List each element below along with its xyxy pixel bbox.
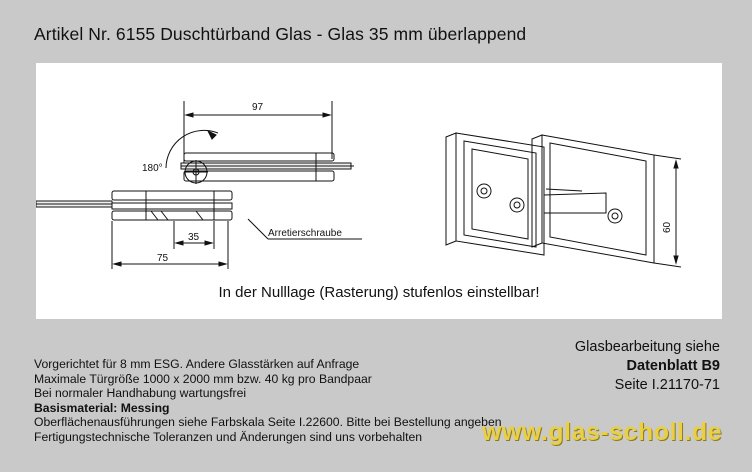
technical-drawing <box>36 63 722 319</box>
spec-line: Vorgerichtet für 8 mm ESG. Andere Glasstärken auf Anfrage <box>34 357 360 371</box>
material-value: Messing <box>120 400 170 415</box>
spec-list <box>34 357 502 445</box>
spec-material <box>34 401 502 416</box>
website-logo: www.glas-scholl.de <box>481 418 722 446</box>
angle-label: 180° <box>142 163 163 174</box>
spec-line: Oberflächenausführungen siehe Farbskala Seite I.22600. Bitte bei Bestellung angeben <box>34 415 502 430</box>
drawing-caption: In der Nulllage (Rasterung) stufenlos einstellbar! <box>218 284 540 301</box>
dim-75-label: 75 <box>157 253 169 264</box>
page-title: Artikel Nr. 6155 Duschtürband Glas - Glas 35 mm überlappend <box>34 24 527 44</box>
dim-35-label: 35 <box>188 232 200 243</box>
dim-60-label: 60 <box>662 221 673 233</box>
drawing-panel <box>36 63 722 319</box>
spec-line: Bei normaler Handhabung wartungsfrei <box>34 386 247 401</box>
glass-processing-note <box>575 338 720 395</box>
spec-line: Maximale Türgröße 1000 x 2000 mm bzw. 40 kg pro Bandpaar <box>34 371 372 386</box>
spec-line: Fertigungstechnische Toleranzen und Änderungen sind uns vorbehalten <box>34 429 423 444</box>
glass-processing-line2: Datenblatt B9 <box>626 358 720 374</box>
screw-label: Arretierschraube <box>268 228 342 239</box>
glass-processing-line3: Seite I.21170-71 <box>614 377 720 393</box>
material-label: Basismaterial: <box>34 400 121 415</box>
dim-97-label: 97 <box>252 102 264 113</box>
glass-processing-line1: Glasbearbeitung siehe <box>574 339 720 355</box>
